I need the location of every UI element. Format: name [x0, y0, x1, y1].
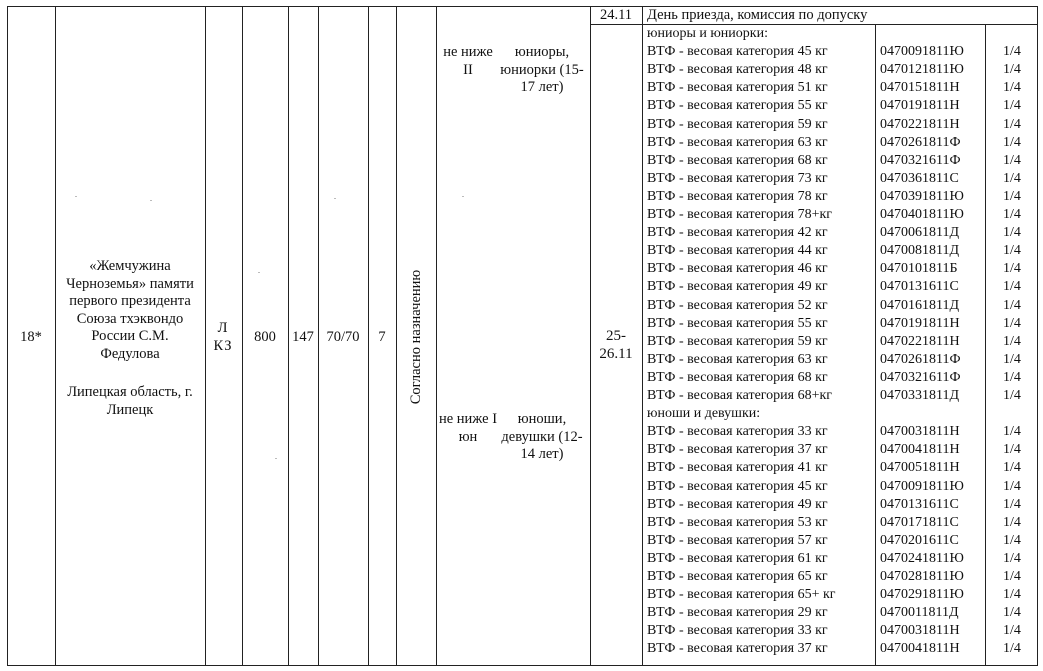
event-fraction: 1/4: [1003, 170, 1021, 186]
scan-speck: [334, 198, 336, 199]
event-fraction: 1/4: [1003, 460, 1021, 476]
event-code: 0470051811Н: [880, 460, 960, 476]
arrival-date: 24.11: [599, 7, 633, 23]
event-category-name: ВТФ - весовая категория 63 кг: [647, 134, 828, 150]
event-fraction: 1/4: [1003, 134, 1021, 150]
event-category-name: ВТФ - весовая категория 33 кг: [647, 623, 828, 639]
event-fraction: 1/4: [1003, 80, 1021, 96]
event-category-name: ВТФ - весовая категория 42 кг: [647, 225, 828, 241]
event-code: 0470191811Н: [880, 315, 960, 331]
event-category-name: ВТФ - весовая категория 45 кг: [647, 478, 828, 494]
group-age-youth: юноши, девушки (12-14 лет): [501, 411, 583, 462]
table-top-border: [7, 6, 1037, 7]
ratio-value: 70/70: [326, 329, 360, 345]
event-code: 0470041811Н: [880, 442, 960, 458]
event-fraction: 1/4: [1003, 207, 1021, 222]
event-fraction: 1/4: [1003, 569, 1021, 584]
event-category-name: ВТФ - весовая категория 46 кг: [647, 261, 828, 277]
event-category-name: ВТФ - весовая категория 73 кг: [647, 170, 828, 186]
event-code: 0470241811Ю: [880, 550, 964, 566]
col-border: [396, 6, 397, 666]
event-code: 0470391811Ю: [880, 188, 964, 204]
event-code: 0470401811Ю: [880, 207, 964, 222]
event-fraction: 1/4: [1003, 243, 1021, 259]
event-fraction: 1/4: [1003, 587, 1021, 603]
assignment-vertical-label: Согласно назначению: [408, 269, 424, 405]
days-count: 7: [378, 329, 386, 345]
event-fraction: 1/4: [1003, 514, 1021, 530]
event-location: Липецкая область, г. Липецк: [67, 384, 193, 418]
event-fraction: 1/4: [1003, 225, 1021, 241]
event-fraction: 1/4: [1003, 62, 1021, 78]
event-code: 0470031811Н: [880, 623, 960, 639]
event-fraction: 1/4: [1003, 641, 1021, 657]
event-category-name: ВТФ - весовая категория 59 кг: [647, 116, 828, 132]
event-fraction: 1/4: [1003, 188, 1021, 204]
event-fraction: 1/4: [1003, 478, 1021, 494]
event-code: 0470221811Н: [880, 116, 960, 132]
event-category-name: ВТФ - весовая категория 52 кг: [647, 297, 828, 313]
event-category-name: ВТФ - весовая категория 45 кг: [647, 44, 828, 60]
event-fraction: 1/4: [1003, 623, 1021, 639]
arrival-description: День приезда, комиссия по допуску: [647, 7, 868, 23]
event-code: 0470131611С: [880, 279, 959, 295]
event-fraction: 1/4: [1003, 333, 1021, 349]
col-border: [875, 24, 876, 666]
scan-speck: [462, 196, 464, 197]
event-code: 0470101811Б: [880, 261, 958, 277]
event-fraction: 1/4: [1003, 550, 1021, 566]
event-code: 0470321611Ф: [880, 152, 961, 168]
event-code: 0470171811С: [880, 514, 959, 530]
event-code: 0470011811Д: [880, 605, 959, 621]
event-category-name: ВТФ - весовая категория 37 кг: [647, 641, 828, 657]
event-code: 0470081811Д: [880, 243, 960, 259]
participant-count: 147: [292, 329, 314, 345]
event-name: «Жемчужина Черноземья» памяти первого президента Союза тхэквондо России С.М. Федулова: [66, 258, 194, 362]
event-category-name: ВТФ - весовая категория 68+кг: [647, 388, 833, 403]
event-code: 0470151811Н: [880, 80, 960, 96]
scan-speck: [150, 200, 152, 201]
event-code: 0470091811Ю: [880, 44, 964, 60]
event-fraction: 1/4: [1003, 442, 1021, 458]
event-fraction: 1/4: [1003, 297, 1021, 313]
event-code: 0470161811Д: [880, 297, 960, 313]
event-category-name: ВТФ - весовая категория 78 кг: [647, 188, 828, 204]
col-border: [985, 24, 986, 666]
event-category-name: ВТФ - весовая категория 78+кг: [647, 207, 833, 222]
event-fraction: 1/4: [1003, 351, 1021, 367]
event-group-heading: юниоры и юниорки:: [647, 26, 768, 41]
event-category-name: ВТФ - весовая категория 48 кг: [647, 62, 828, 78]
col-border: [642, 6, 643, 666]
event-category-name: ВТФ - весовая категория 61 кг: [647, 550, 828, 566]
event-code: 0470361811С: [880, 170, 959, 186]
event-code: 0470261811Ф: [880, 351, 961, 367]
event-fraction: 1/4: [1003, 116, 1021, 132]
event-category-name: ВТФ - весовая категория 63 кг: [647, 351, 828, 367]
event-category-name: ВТФ - весовая категория 65+ кг: [647, 587, 836, 603]
event-fraction: 1/4: [1003, 424, 1021, 440]
event-code: 0470041811Н: [880, 641, 960, 657]
group-rank-youth: не ниже I юн: [438, 411, 498, 445]
event-category-name: ВТФ - весовая категория 51 кг: [647, 80, 828, 96]
event-fraction: 1/4: [1003, 605, 1021, 621]
col-border: [436, 6, 437, 666]
event-code: 0470031811Н: [880, 424, 960, 440]
row-number: 18*: [20, 329, 42, 345]
event-fraction: 1/4: [1003, 388, 1021, 403]
event-code: 0470331811Д: [880, 388, 960, 403]
event-fraction: 1/4: [1003, 532, 1021, 548]
event-group-heading: юноши и девушки:: [647, 406, 761, 422]
event-fraction: 1/4: [1003, 315, 1021, 331]
event-fraction: 1/4: [1003, 44, 1021, 60]
event-category-name: ВТФ - весовая категория 55 кг: [647, 315, 828, 331]
group-rank-juniors: не ниже II: [443, 44, 493, 78]
event-type: Л КЗ: [213, 320, 233, 354]
event-category-name: ВТФ - весовая категория 49 кг: [647, 496, 828, 512]
event-code: 0470201611С: [880, 532, 959, 548]
col-border: [205, 6, 206, 666]
event-code: 0470281811Ю: [880, 569, 964, 584]
event-code: 800: [254, 329, 276, 345]
event-fraction: 1/4: [1003, 496, 1021, 512]
event-code: 0470091811Ю: [880, 478, 964, 494]
event-code: 0470131611С: [880, 496, 959, 512]
event-code: 0470121811Ю: [880, 62, 964, 78]
event-category-name: ВТФ - весовая категория 33 кг: [647, 424, 828, 440]
scan-speck: [258, 272, 260, 273]
event-category-name: ВТФ - весовая категория 53 кг: [647, 514, 828, 530]
event-category-name: ВТФ - весовая категория 65 кг: [647, 569, 828, 584]
event-category-name: ВТФ - весовая категория 44 кг: [647, 243, 828, 259]
event-category-name: ВТФ - весовая категория 29 кг: [647, 605, 828, 621]
event-category-name: ВТФ - весовая категория 57 кг: [647, 532, 828, 548]
event-category-name: ВТФ - весовая категория 49 кг: [647, 279, 828, 295]
event-code: 0470291811Ю: [880, 587, 964, 603]
event-code: 0470261811Ф: [880, 134, 961, 150]
event-category-name: ВТФ - весовая категория 68 кг: [647, 369, 828, 385]
col-border: [590, 6, 591, 666]
event-category-name: ВТФ - весовая категория 55 кг: [647, 98, 828, 114]
scan-speck: [75, 196, 77, 197]
col-border: [55, 6, 56, 666]
event-code: 0470221811Н: [880, 333, 960, 349]
event-fraction: 1/4: [1003, 152, 1021, 168]
event-code: 0470191811Н: [880, 98, 960, 114]
event-fraction: 1/4: [1003, 98, 1021, 114]
event-code: 0470061811Д: [880, 225, 960, 241]
table-bottom-border: [7, 665, 1037, 666]
competition-dates: 25-26.11: [599, 328, 633, 362]
event-category-name: ВТФ - весовая категория 41 кг: [647, 460, 828, 476]
event-category-name: ВТФ - весовая категория 37 кг: [647, 442, 828, 458]
event-category-name: ВТФ - весовая категория 59 кг: [647, 333, 828, 349]
group-age-juniors: юниоры, юниорки (15-17 лет): [500, 44, 584, 95]
event-code: 0470321611Ф: [880, 369, 961, 385]
event-fraction: 1/4: [1003, 279, 1021, 295]
scan-speck: [275, 458, 277, 459]
event-fraction: 1/4: [1003, 369, 1021, 385]
event-category-name: ВТФ - весовая категория 68 кг: [647, 152, 828, 168]
col-border: [1037, 6, 1038, 666]
event-fraction: 1/4: [1003, 261, 1021, 277]
